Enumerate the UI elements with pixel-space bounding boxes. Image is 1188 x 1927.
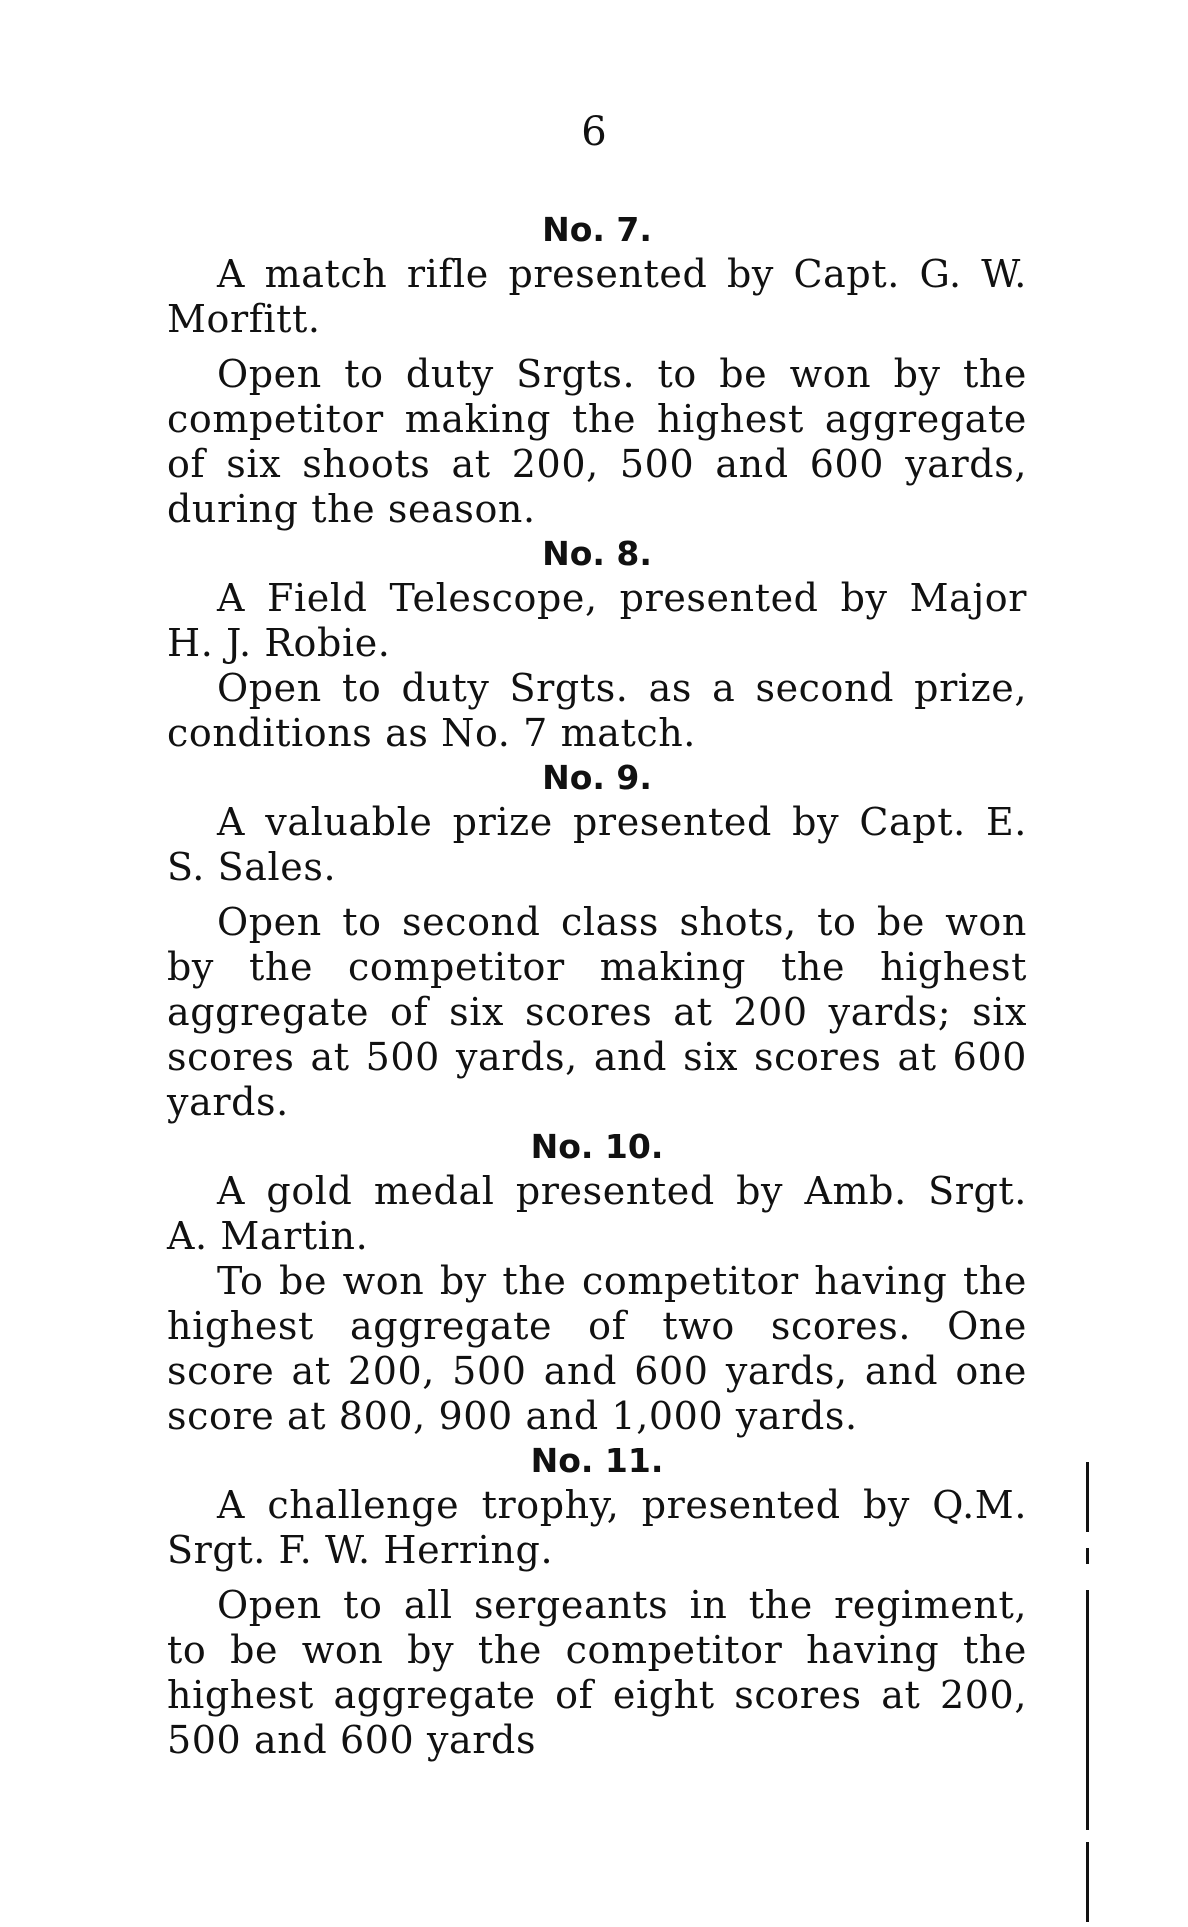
section-no-9 bbox=[167, 756, 1027, 1125]
page-edge-line bbox=[1086, 1462, 1089, 1532]
page-edge-line bbox=[1086, 1548, 1089, 1564]
page-edge-line bbox=[1086, 1590, 1089, 1830]
page-edge-line bbox=[1086, 1842, 1089, 1922]
page-number: 6 bbox=[581, 109, 607, 155]
paragraph: A challenge trophy, presented by Q.M. Srgt. F. W. Herring. bbox=[167, 1483, 1027, 1572]
section-heading: No. 10. bbox=[530, 1127, 664, 1166]
section-heading: No. 9. bbox=[542, 758, 652, 797]
document-body bbox=[167, 208, 1027, 1763]
section-no-10 bbox=[167, 1125, 1027, 1439]
section-heading: No. 7. bbox=[542, 210, 652, 249]
paragraph: To be won by the competitor having the highest aggregate of two scores. One score at 200, 500 and 600 yards, and one score at 800, 900 and 1,000 yards. bbox=[167, 1259, 1027, 1438]
paragraph: A match rifle presented by Capt. G. W. Morfitt. bbox=[167, 252, 1027, 341]
paragraph: Open to duty Srgts. as a second prize, conditions as No. 7 match. bbox=[167, 666, 1027, 755]
paragraph: A Field Telescope, presented by Major H. J. Robie. bbox=[167, 576, 1027, 665]
section-no-8 bbox=[167, 532, 1027, 756]
paragraph: Open to second class shots, to be won by the competitor making the highest aggregate of six scores at 200 yards; six scores at 500 yards, and six scores at 600 yards. bbox=[167, 900, 1027, 1124]
paragraph: A gold medal presented by Amb. Srgt. A. Martin. bbox=[167, 1169, 1027, 1258]
paragraph: A valuable prize presented by Capt. E. S. Sales. bbox=[167, 800, 1027, 889]
section-no-11 bbox=[167, 1439, 1027, 1763]
section-no-7 bbox=[167, 208, 1027, 532]
section-heading: No. 11. bbox=[530, 1441, 664, 1480]
section-heading: No. 8. bbox=[542, 534, 652, 573]
paragraph: Open to all sergeants in the regiment, to be won by the competitor having the highest aggregate of eight scores at 200, 500 and 600 yards bbox=[167, 1583, 1027, 1762]
paragraph: Open to duty Srgts. to be won by the competitor making the highest aggregate of six shoots at 200, 500 and 600 yards, during the season. bbox=[167, 352, 1027, 531]
